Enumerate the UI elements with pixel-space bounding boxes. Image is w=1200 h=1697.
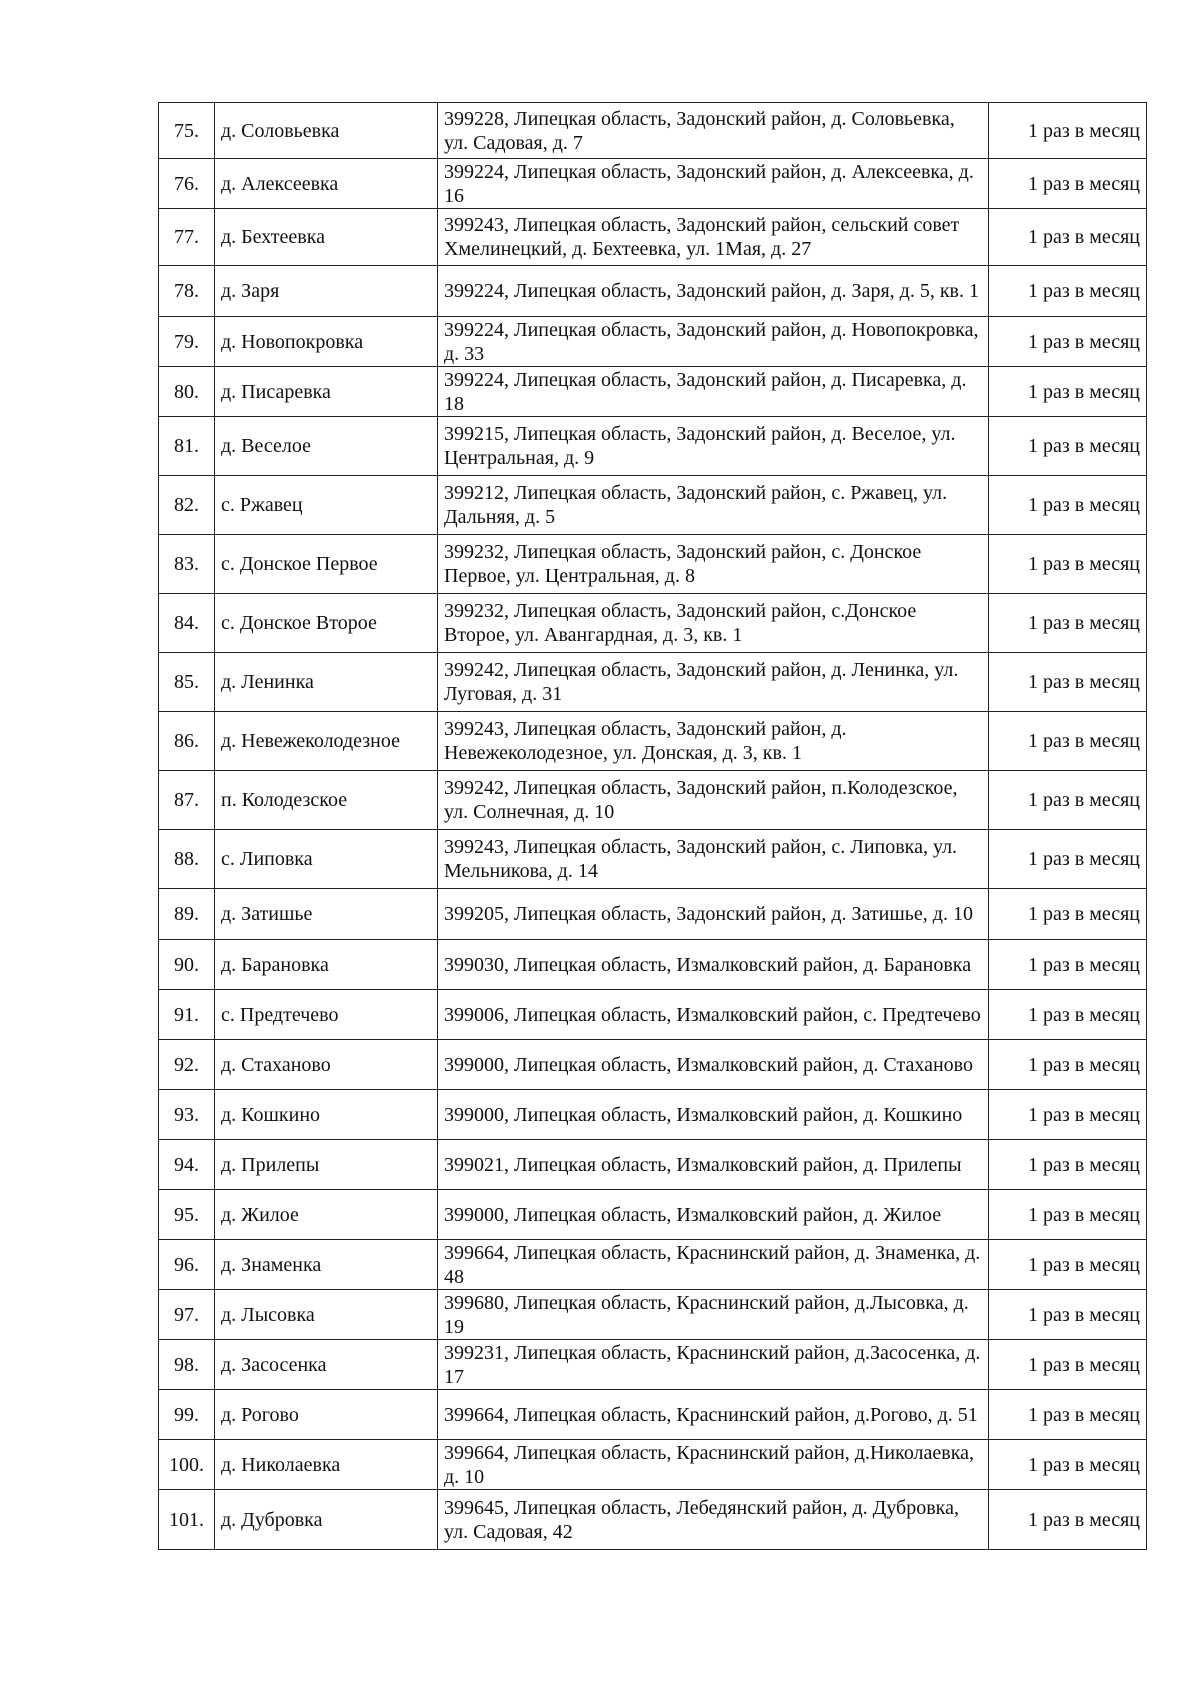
visit-frequency: 1 раз в месяц	[989, 1240, 1147, 1290]
settlement-address: 399228, Липецкая область, Задонский район, д. Соловьевка, ул. Садовая, д. 7	[438, 103, 989, 159]
settlement-name: д. Знаменка	[215, 1240, 438, 1290]
settlement-name: д. Лысовка	[215, 1290, 438, 1340]
visit-frequency: 1 раз в месяц	[989, 1340, 1147, 1390]
table-row	[159, 209, 1147, 266]
row-number: 81.	[159, 417, 215, 476]
visit-frequency: 1 раз в месяц	[989, 1040, 1147, 1090]
visit-frequency: 1 раз в месяц	[989, 103, 1147, 159]
visit-frequency: 1 раз в месяц	[989, 712, 1147, 771]
settlement-address: 399232, Липецкая область, Задонский район, с.Донское Второе, ул. Авангардная, д. 3, кв. 1	[438, 594, 989, 653]
row-number: 82.	[159, 476, 215, 535]
settlement-address: 399242, Липецкая область, Задонский район, п.Колодезское, ул. Солнечная, д. 10	[438, 771, 989, 830]
row-number: 75.	[159, 103, 215, 159]
settlement-address: 399212, Липецкая область, Задонский район, с. Ржавец, ул. Дальняя, д. 5	[438, 476, 989, 535]
settlement-name: д. Кошкино	[215, 1090, 438, 1140]
settlement-name: с. Донское Второе	[215, 594, 438, 653]
row-number: 94.	[159, 1140, 215, 1190]
settlement-name: с. Донское Первое	[215, 535, 438, 594]
table-body	[159, 103, 1147, 1550]
settlement-address: 399205, Липецкая область, Задонский район, д. Затишье, д. 10	[438, 889, 989, 940]
settlement-address: 399215, Липецкая область, Задонский район, д. Веселое, ул. Центральная, д. 9	[438, 417, 989, 476]
visit-frequency: 1 раз в месяц	[989, 1290, 1147, 1340]
table-row	[159, 940, 1147, 990]
visit-frequency: 1 раз в месяц	[989, 535, 1147, 594]
visit-frequency: 1 раз в месяц	[989, 266, 1147, 317]
settlement-address: 399000, Липецкая область, Измалковский район, д. Стаханово	[438, 1040, 989, 1090]
settlement-address: 399232, Липецкая область, Задонский район, с. Донское Первое, ул. Центральная, д. 8	[438, 535, 989, 594]
settlement-name: п. Колодезское	[215, 771, 438, 830]
visit-frequency: 1 раз в месяц	[989, 1390, 1147, 1440]
row-number: 85.	[159, 653, 215, 712]
visit-frequency: 1 раз в месяц	[989, 940, 1147, 990]
row-number: 78.	[159, 266, 215, 317]
settlement-name: с. Предтечево	[215, 990, 438, 1040]
settlement-name: д. Дубровка	[215, 1490, 438, 1550]
table-row	[159, 367, 1147, 417]
settlement-address: 399664, Липецкая область, Краснинский район, д.Рогово, д. 51	[438, 1390, 989, 1440]
table-row	[159, 1290, 1147, 1340]
settlement-address: 399664, Липецкая область, Краснинский район, д. Знаменка, д. 48	[438, 1240, 989, 1290]
table-row	[159, 1240, 1147, 1290]
settlement-address: 399021, Липецкая область, Измалковский район, д. Прилепы	[438, 1140, 989, 1190]
settlement-name: д. Заря	[215, 266, 438, 317]
settlement-address: 399242, Липецкая область, Задонский район, д. Ленинка, ул. Луговая, д. 31	[438, 653, 989, 712]
settlement-name: д. Жилое	[215, 1190, 438, 1240]
table-row	[159, 1040, 1147, 1090]
settlement-name: д. Алексеевка	[215, 159, 438, 209]
table-row	[159, 266, 1147, 317]
visit-frequency: 1 раз в месяц	[989, 594, 1147, 653]
row-number: 97.	[159, 1290, 215, 1340]
table-row	[159, 990, 1147, 1040]
settlement-address: 399000, Липецкая область, Измалковский район, д. Кошкино	[438, 1090, 989, 1140]
settlement-name: д. Рогово	[215, 1390, 438, 1440]
settlement-address: 399224, Липецкая область, Задонский район, д. Заря, д. 5, кв. 1	[438, 266, 989, 317]
row-number: 87.	[159, 771, 215, 830]
table-row	[159, 1140, 1147, 1190]
settlement-address: 399680, Липецкая область, Краснинский район, д.Лысовка, д. 19	[438, 1290, 989, 1340]
table-row	[159, 653, 1147, 712]
settlement-name: д. Писаревка	[215, 367, 438, 417]
settlement-address: 399243, Липецкая область, Задонский район, сельский совет Хмелинецкий, д. Бехтеевка, ул. 1Мая, д. 27	[438, 209, 989, 266]
settlement-name: с. Ржавец	[215, 476, 438, 535]
row-number: 86.	[159, 712, 215, 771]
visit-frequency: 1 раз в месяц	[989, 889, 1147, 940]
settlement-name: д. Невежеколодезное	[215, 712, 438, 771]
table-row	[159, 830, 1147, 889]
settlement-name: д. Засосенка	[215, 1340, 438, 1390]
row-number: 76.	[159, 159, 215, 209]
row-number: 89.	[159, 889, 215, 940]
visit-frequency: 1 раз в месяц	[989, 417, 1147, 476]
row-number: 88.	[159, 830, 215, 889]
visit-frequency: 1 раз в месяц	[989, 476, 1147, 535]
row-number: 100.	[159, 1440, 215, 1490]
settlement-name: д. Стаханово	[215, 1040, 438, 1090]
settlement-name: д. Николаевка	[215, 1440, 438, 1490]
row-number: 90.	[159, 940, 215, 990]
settlement-address: 399000, Липецкая область, Измалковский район, д. Жилое	[438, 1190, 989, 1240]
settlement-address: 399030, Липецкая область, Измалковский район, д. Барановка	[438, 940, 989, 990]
table-row	[159, 1390, 1147, 1440]
row-number: 83.	[159, 535, 215, 594]
settlement-address: 399664, Липецкая область, Краснинский район, д.Николаевка, д. 10	[438, 1440, 989, 1490]
table-row	[159, 771, 1147, 830]
row-number: 77.	[159, 209, 215, 266]
table-row	[159, 1190, 1147, 1240]
table-row	[159, 594, 1147, 653]
row-number: 79.	[159, 317, 215, 367]
settlement-name: д. Затишье	[215, 889, 438, 940]
visit-frequency: 1 раз в месяц	[989, 1190, 1147, 1240]
settlement-name: д. Соловьевка	[215, 103, 438, 159]
visit-frequency: 1 раз в месяц	[989, 990, 1147, 1040]
visit-frequency: 1 раз в месяц	[989, 653, 1147, 712]
row-number: 99.	[159, 1390, 215, 1440]
table-row	[159, 317, 1147, 367]
settlement-address: 399006, Липецкая область, Измалковский район, с. Предтечево	[438, 990, 989, 1040]
visit-frequency: 1 раз в месяц	[989, 1090, 1147, 1140]
settlement-address: 399243, Липецкая область, Задонский район, д. Невежеколодезное, ул. Донская, д. 3, кв. 1	[438, 712, 989, 771]
row-number: 84.	[159, 594, 215, 653]
visit-frequency: 1 раз в месяц	[989, 159, 1147, 209]
table-row	[159, 712, 1147, 771]
settlement-name: с. Липовка	[215, 830, 438, 889]
visit-frequency: 1 раз в месяц	[989, 1490, 1147, 1550]
settlement-name: д. Новопокровка	[215, 317, 438, 367]
visit-frequency: 1 раз в месяц	[989, 1440, 1147, 1490]
settlements-table	[158, 102, 1147, 1550]
settlement-name: д. Прилепы	[215, 1140, 438, 1190]
visit-frequency: 1 раз в месяц	[989, 771, 1147, 830]
settlement-address: 399224, Липецкая область, Задонский район, д. Писаревка, д. 18	[438, 367, 989, 417]
table-row	[159, 1490, 1147, 1550]
settlement-address: 399231, Липецкая область, Краснинский район, д.Засосенка, д. 17	[438, 1340, 989, 1390]
row-number: 91.	[159, 990, 215, 1040]
visit-frequency: 1 раз в месяц	[989, 209, 1147, 266]
table-row	[159, 476, 1147, 535]
visit-frequency: 1 раз в месяц	[989, 367, 1147, 417]
row-number: 95.	[159, 1190, 215, 1240]
settlement-name: д. Ленинка	[215, 653, 438, 712]
row-number: 101.	[159, 1490, 215, 1550]
settlement-address: 399224, Липецкая область, Задонский район, д. Новопокровка, д. 33	[438, 317, 989, 367]
settlement-name: д. Веселое	[215, 417, 438, 476]
settlement-name: д. Барановка	[215, 940, 438, 990]
table-row	[159, 1340, 1147, 1390]
row-number: 93.	[159, 1090, 215, 1140]
settlement-address: 399645, Липецкая область, Лебедянский район, д. Дубровка, ул. Садовая, 42	[438, 1490, 989, 1550]
table-row	[159, 159, 1147, 209]
table-row	[159, 1090, 1147, 1140]
row-number: 92.	[159, 1040, 215, 1090]
table-row	[159, 103, 1147, 159]
row-number: 80.	[159, 367, 215, 417]
visit-frequency: 1 раз в месяц	[989, 830, 1147, 889]
table-row	[159, 1440, 1147, 1490]
settlement-address: 399224, Липецкая область, Задонский район, д. Алексеевка, д. 16	[438, 159, 989, 209]
settlement-name: д. Бехтеевка	[215, 209, 438, 266]
visit-frequency: 1 раз в месяц	[989, 1140, 1147, 1190]
visit-frequency: 1 раз в месяц	[989, 317, 1147, 367]
settlement-address: 399243, Липецкая область, Задонский район, с. Липовка, ул. Мельникова, д. 14	[438, 830, 989, 889]
table-row	[159, 889, 1147, 940]
table-row	[159, 535, 1147, 594]
table-row	[159, 417, 1147, 476]
row-number: 98.	[159, 1340, 215, 1390]
row-number: 96.	[159, 1240, 215, 1290]
